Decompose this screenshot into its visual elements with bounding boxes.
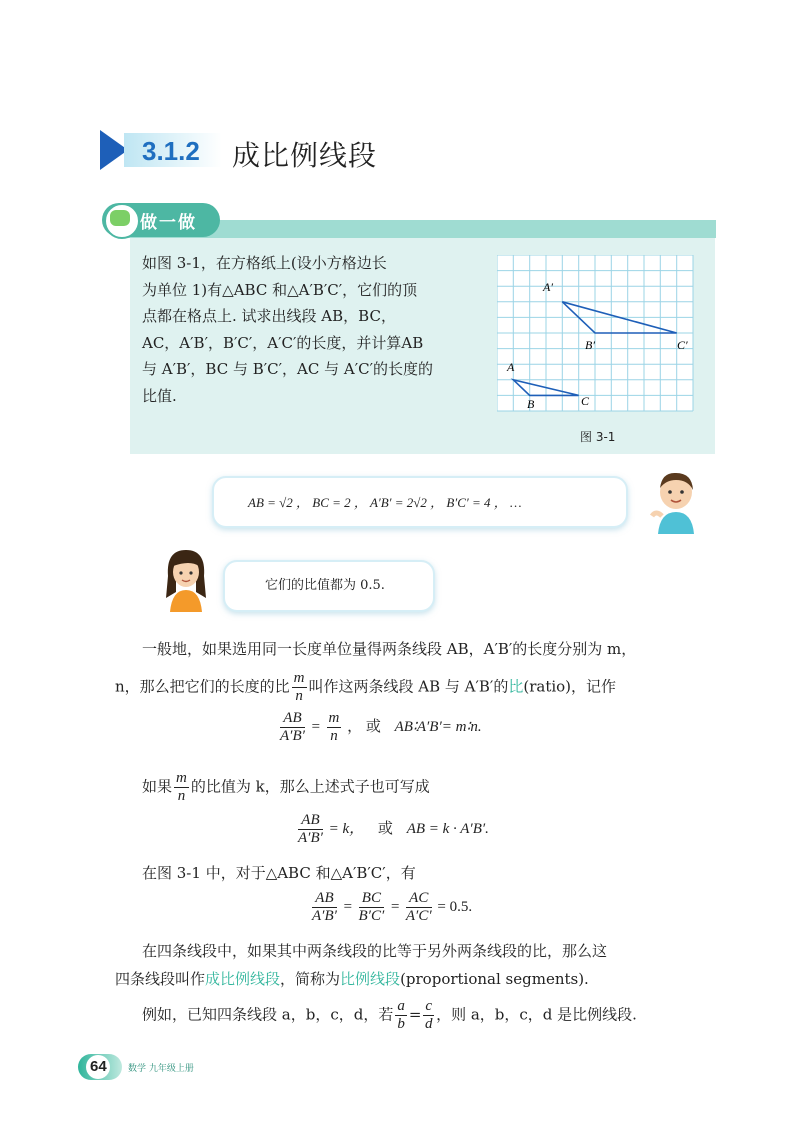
fraction-a-b <box>395 998 407 1033</box>
text-segment: 叫作这两条线段 AB 与 A′B′的 <box>308 677 509 696</box>
fraction-denominator: A′B′ <box>280 728 305 744</box>
girl-avatar <box>160 546 212 612</box>
fraction-ab-a2b2 <box>280 710 305 745</box>
bubble-girl-text: 它们的比值都为 0.5. <box>265 578 385 593</box>
activity-text <box>142 250 460 409</box>
equation-alt: AB∶A′B′= m∶n. <box>394 718 482 735</box>
text-segment: 如果 <box>142 777 173 796</box>
term-ratio: 比 <box>508 677 524 696</box>
text-segment: (proportional segments). <box>400 970 589 988</box>
fraction-numerator: AB <box>312 890 337 908</box>
text-segment: ，则 a，b，c，d 是比例线段. <box>436 1005 637 1024</box>
fraction-denominator: A′C′ <box>405 908 432 924</box>
section-title: 成比例线段 <box>232 139 378 172</box>
text-segment: 四条线段叫作 <box>115 970 206 988</box>
activity-line: 与 A′B′，BC 与 B′C′，AC 与 A′C′的长度的 <box>142 360 434 378</box>
hand-icon <box>110 210 130 226</box>
text-segment: (ratio)，记作 <box>523 677 617 696</box>
equals-sign: = <box>408 1005 422 1024</box>
text-segment: 或 <box>377 820 393 837</box>
equation-rhs: = k， <box>328 820 365 837</box>
fraction-numerator: c <box>425 998 433 1014</box>
paragraph-1-line-1: 一般地，如果选用同一长度单位量得两条线段 AB，A′B′的长度分别为 m， <box>142 640 637 658</box>
bubble-boy-text: AB = √2 ， BC = 2 ， A′B′ = 2√2 ， B′C′ = 4 ， … <box>248 495 522 510</box>
equals-sign: = <box>342 898 353 915</box>
activity-line: 点都在格点上. 试求出线段 AB，BC， <box>142 307 396 325</box>
fraction-numerator: AC <box>406 890 432 908</box>
equation-3 <box>310 890 472 925</box>
label-a: A <box>507 360 515 374</box>
text-segment: 的比值为 k，那么上述式子也可写成 <box>190 777 430 796</box>
fraction-denominator: A′B′ <box>312 908 337 924</box>
activity-label: 做一做 <box>140 213 197 233</box>
fraction-denominator: B′C′ <box>358 908 385 924</box>
fraction-bc <box>359 890 385 925</box>
fraction-m-n <box>174 770 189 805</box>
activity-line: 比值. <box>142 386 177 405</box>
fraction-denominator: n <box>177 788 186 804</box>
fraction-m-n <box>327 710 342 745</box>
activity-line: 为单位 1)有△ABC 和△A′B′C′，它们的顶 <box>142 280 418 299</box>
label-c-prime: C′ <box>677 338 688 352</box>
fraction-numerator: a <box>397 998 405 1014</box>
equals-sign: = <box>390 898 401 915</box>
fraction-ac <box>406 890 432 925</box>
paragraph-1-line-2 <box>115 670 616 705</box>
fraction-numerator: m <box>328 710 340 726</box>
paragraph-2 <box>142 770 430 805</box>
text-segment: n，那么把它们的长度的比 <box>115 677 290 696</box>
fraction-ab <box>312 890 337 925</box>
fraction-denominator: n <box>295 688 303 704</box>
text-segment: ， 或 <box>347 718 381 735</box>
fraction-denominator: A′B′ <box>298 830 323 846</box>
equals-sign: = <box>310 718 321 735</box>
term-proportional: 比例线段 <box>340 970 401 988</box>
paragraph-4-line-1: 在四条线段中，如果其中两条线段的比等于另外两条线段的比，那么这 <box>142 942 608 960</box>
fraction-denominator: b <box>397 1016 405 1032</box>
term-proportional-segments: 成比例线段 <box>205 970 281 988</box>
page-number: 64 <box>90 1058 107 1075</box>
fraction-c-d <box>423 998 434 1033</box>
text-segment: ，简称为 <box>280 970 341 988</box>
label-c: C <box>581 394 590 408</box>
text-segment: 例如，已知四条线段 a，b，c，d，若 <box>142 1005 394 1024</box>
label-b-prime: B′ <box>585 338 595 352</box>
equation-1 <box>278 710 482 745</box>
boy-avatar <box>650 470 702 534</box>
fraction-denominator: d <box>424 1016 433 1032</box>
fraction-m-n <box>292 670 307 705</box>
activity-line: AC，A′B′，B′C′，A′C′的长度，并计算AB <box>142 333 424 352</box>
fraction-numerator: BC <box>359 890 385 908</box>
section-number: 3.1.2 <box>142 136 200 166</box>
book-title: 数学 九年级上册 <box>128 1064 194 1074</box>
fraction-denominator: n <box>330 728 338 744</box>
figure-caption: 图 3-1 <box>580 430 616 444</box>
equation-rhs: = 0.5. <box>437 898 473 915</box>
fraction-numerator: m <box>293 670 305 686</box>
paragraph-3: 在图 3-1 中，对于△ABC 和△A′B′C′，有 <box>142 864 416 882</box>
figure-3-1-grid <box>497 255 697 415</box>
paragraph-4-line-2 <box>115 968 589 989</box>
fraction-numerator: AB <box>280 710 305 728</box>
label-b: B <box>527 397 535 411</box>
paragraph-5 <box>142 998 637 1033</box>
fraction-numerator: m <box>176 770 187 786</box>
activity-line: 如图 3-1，在方格纸上(设小方格边长 <box>142 254 387 272</box>
equation-alt: AB = k · A′B′. <box>406 820 489 837</box>
fraction-ab-a2b2 <box>298 812 323 847</box>
equation-2 <box>296 812 489 847</box>
label-a-prime: A′ <box>543 280 553 294</box>
fraction-numerator: AB <box>298 812 323 830</box>
